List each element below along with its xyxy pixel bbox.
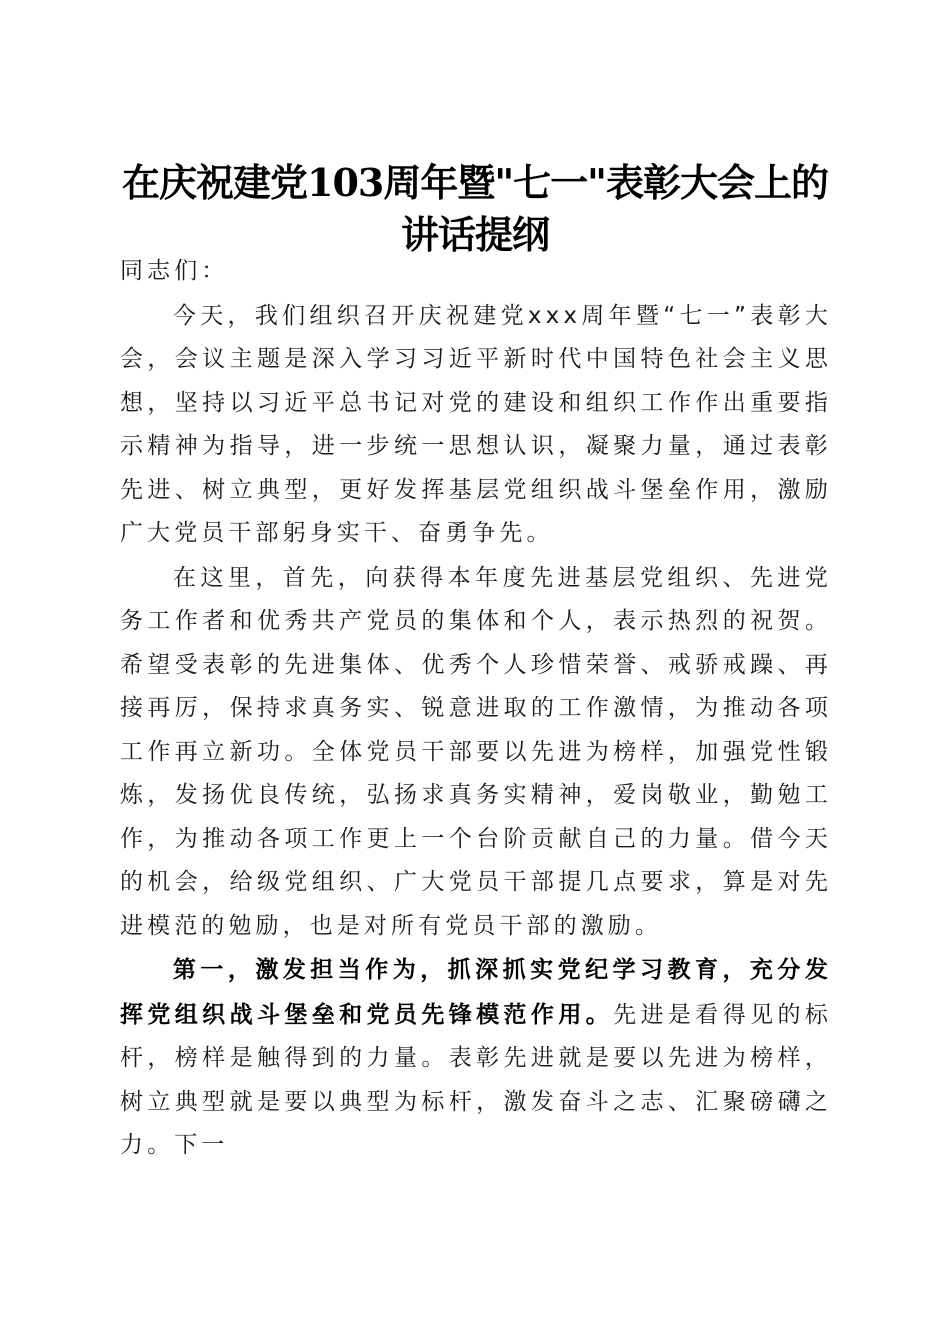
paragraph-text: 先进是看得见的标杆，榜样是触得到的力量。表彰先进就是要以先进为榜样，树立典型就是要以典型为标杆，激发奋斗之志、汇聚磅礴之力。下一 [120, 1001, 832, 1158]
title-line-1: 在庆祝建党103周年暨"七一"表彰大会上的 [122, 160, 828, 206]
document-body [120, 250, 832, 1168]
section-heading-point-one: 第一，激发担当作为，抓深抓实党纪学习教育，充分发挥党组织战斗堡垒和党员先锋模范作用。 [120, 956, 832, 1028]
paragraph-congratulations [120, 556, 832, 949]
document-title [110, 157, 840, 261]
salutation: 同志们： [120, 258, 229, 284]
paragraph-point-one [120, 948, 832, 1168]
title-line-2: 讲话提纲 [400, 212, 549, 258]
paragraph-text: 在这里，首先，向获得本年度先进基层党组织、先进党务工作者和优秀共产党员的集体和个人，表示热烈的祝贺。希望受表彰的先进集体、优秀个人珍惜荣誉、戒骄戒躁、再接再厉，保持求真务实、锐意进取的工作激情，为推动各项工作再立新功。全体党员干部要以先进为榜样，加强党性锻炼，发扬优良传统，弘扬求真务实精神，爱岗敬业，勤勉工作，为推动各项工作更上一个台阶贡献自己的力量。借今天的机会，给级党组织、广大党员干部提几点要求，算是对先进模范的勉励，也是对所有党员干部的激励。 [120, 564, 832, 939]
paragraph-text: 今天，我们组织召开庆祝建党xxx周年暨“七一”表彰大会，会议主题是深入学习习近平新时代中国特色社会主义思想，坚持以习近平总书记对党的建设和组织工作作出重要指示精神为指导，进一步统一思想认识，凝聚力量，通过表彰先进、树立典型，更好发挥基层党组织战斗堡垒作用，激励广大党员干部躬身实干、奋勇争先。 [120, 302, 832, 546]
paragraph-opening [120, 294, 832, 556]
